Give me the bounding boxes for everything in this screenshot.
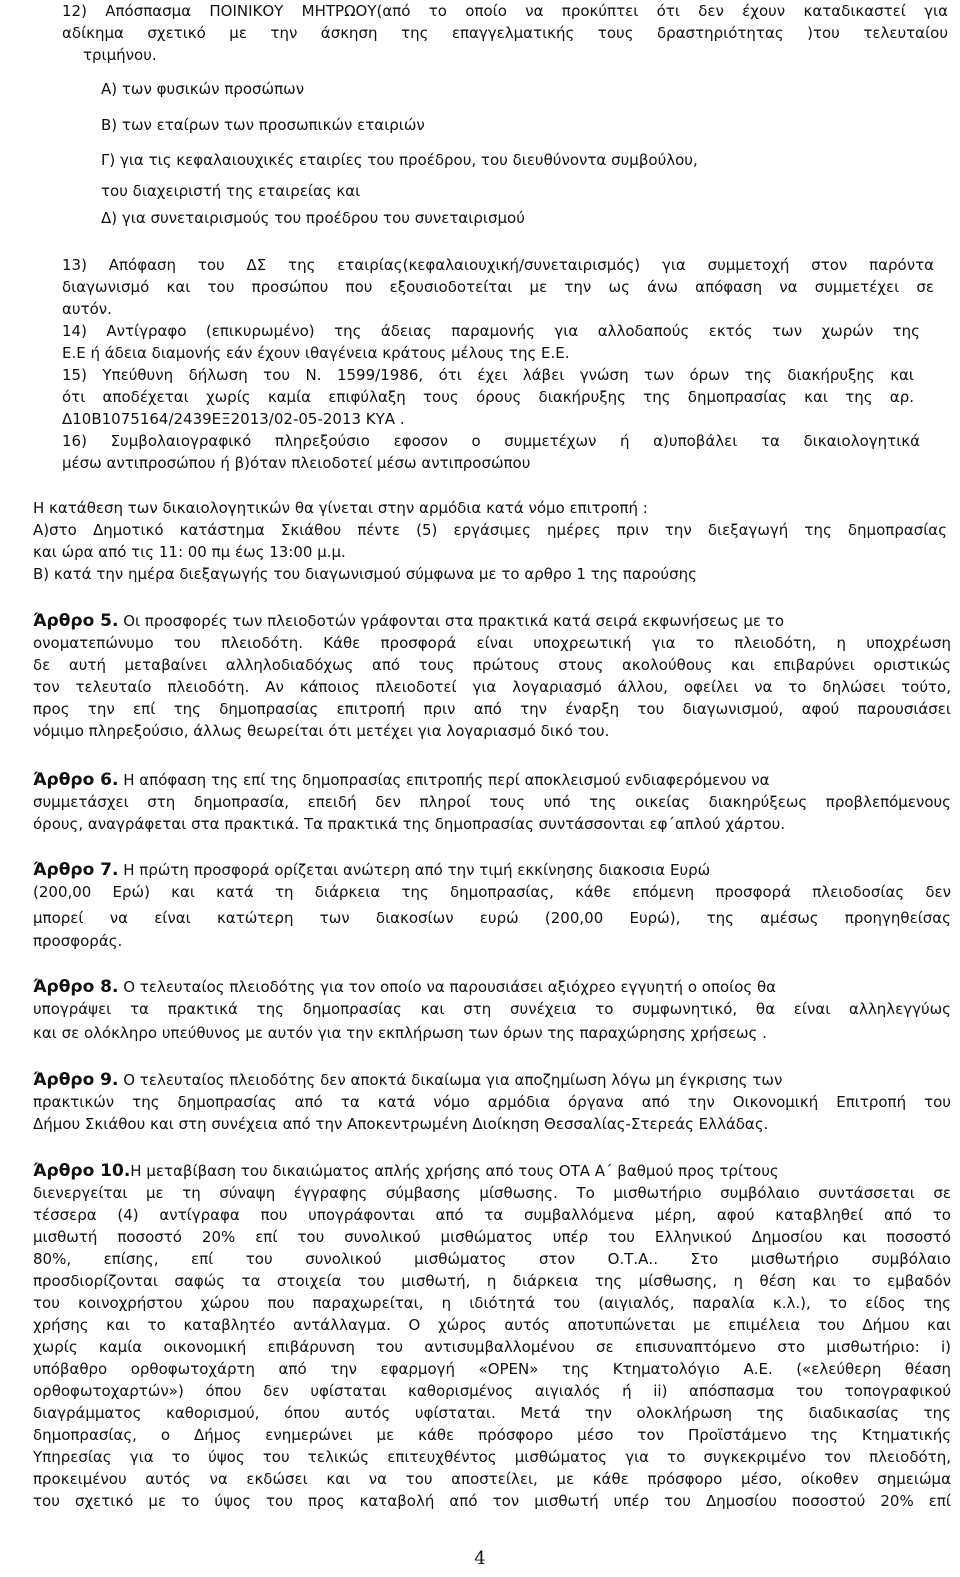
article-8-title: Άρθρο 8.	[33, 977, 119, 997]
article-10-line-14: Υπηρεσίας για το ύψος του τελικώς επιτευχθέντος μισθώματος για το συγκεκριμένο τον πλειοδότη,	[33, 1448, 951, 1466]
item-12-line-1: 12) Απόσπασμα ΠΟΙΝΙΚΟΥ ΜΗΤΡΩΟΥ(από το οποίο να προκύπτει ότι δεν έχουν καταδικαστεί για	[62, 2, 948, 20]
article-10-line-10: υπόβαθρο ορθοφωτοχάρτη από την εφαρμογή «OPEN» της Κτηματολόγιο Α.Ε. («ελεύθερη θέαση	[33, 1360, 951, 1378]
submission-line-2: Α)στο Δημοτικό κατάστημα Σκιάθου πέντε (5) εργάσιμες ημέρες πριν την διεξαγωγή της δημοπρασίας	[33, 521, 947, 539]
article-6-line-2: συμμετάσχει στη δημοπρασία, επειδή δεν πληροί τους υπό της οικείας διακηρύξεως προβλεπόμενους	[33, 793, 951, 811]
item-13-line-1: 13) Απόφαση του ΔΣ της εταιρίας(κεφαλαιουχική/συνεταιρισμός) για συμμετοχή στον παρόντα	[62, 256, 934, 274]
item-12-line-3: τριμήνου.	[83, 46, 157, 64]
article-10-line-7: του κοινοχρήστου χώρου που παραχωρείται, η ιδιότητά του (αιγιαλός, παραλία κ.λ.), το είδος της	[33, 1294, 951, 1312]
article-10-line-6: προσδιορίζονται σαφώς τα στοιχεία του μισθωτή, η διάρκεια της μίσθωσης, η θέση και το εμβαδόν	[33, 1272, 951, 1290]
article-6-line-3: όρους, αναγράφεται στα πρακτικά. Τα πρακτικά της δημοπρασίας συντάσσονται εφ΄απλού χάρτου.	[33, 815, 786, 833]
article-5-first-line	[33, 610, 784, 632]
submission-line-1: Η κατάθεση των δικαιολογητικών θα γίνεται στην αρμόδια κατά νόμο επιτροπή :	[33, 499, 648, 517]
article-5-line-5: προς την επί της δημοπρασίας επιτροπή πριν από την έναρξη του διαγωνισμού, αφού παρουσιάσει	[33, 700, 951, 718]
item-15-line-2: ότι αποδέχεται χωρίς καμία επιφύλαξη τους όρους διακήρυξης της δημοπρασίας και της αρ.	[62, 388, 914, 406]
article-7-line-2: (200,00 Ερώ) και κατά τη διάρκεια της δημοπρασίας, κάθε επόμενη προσφορά πλειοδοσίας δεν	[33, 883, 951, 901]
article-10-line-12: διαγράμματος καθορισμού, όπου αυτός υφίσταται. Μετά την ολοκλήρωση της διαδικασίας της	[33, 1404, 951, 1422]
article-10-line-16: του σχετικό με το ύψος του προς καταβολή από τον μισθωτή υπέρ του Δημοσίου ποσοστού 20% επί	[33, 1492, 951, 1510]
article-10-line-11: ορθοφωτοχαρτών») όπου δεν υφίσταται καθορισμένος αιγιαλός ή ii) απόσπασμα του τοπογραφικού	[33, 1382, 951, 1400]
article-10-line-5: 80%, επίσης, επί του συνολικού μισθώματος στον Ο.Τ.Α.. Στο μισθωτήριο συμβόλαιο	[33, 1250, 951, 1268]
article-10-line-4: μισθωτή ποσοστό 20% επί του συνολικού μισθώματος υπέρ του Ελληνικού Δημοσίου και ποσοστό	[33, 1228, 951, 1246]
article-10-first-line	[33, 1160, 779, 1182]
item-12-d: Δ) για συνεταιρισμούς του προέδρου του συνεταιρισμού	[101, 209, 525, 227]
article-7-line-1: Η πρώτη προσφορά ορίζεται ανώτερη από την τιμή εκκίνησης διακοσια Ευρώ	[118, 861, 711, 879]
article-7-line-4: προσφοράς.	[33, 932, 123, 950]
article-10-line-1: Η μεταβίβαση του δικαιώματος απλής χρήσης από τους ΟΤΑ Α΄ βαθμού προς τρίτους	[130, 1162, 779, 1180]
article-7-title: Άρθρο 7.	[33, 860, 119, 880]
article-10-line-3: τέσσερα (4) αντίγραφα που υπογράφονται από τα συμβαλλόμενα μέρη, αφού καταβληθεί από το	[33, 1206, 951, 1224]
item-12-a: Α) των φυσικών προσώπων	[101, 80, 305, 98]
item-14-line-1: 14) Αντίγραφο (επικυρωμένο) της άδειας παραμονής για αλλοδαπούς εκτός των χωρών της	[62, 322, 920, 340]
item-12-c2: του διαχειριστή της εταιρείας και	[101, 182, 361, 200]
article-9-line-1: Ο τελευταίος πλειοδότης δεν αποκτά δικαίωμα για αποζημίωση λόγω μη έγκρισης των	[118, 1071, 783, 1089]
article-8-line-2: υπογράψει τα πρακτικά της δημοπρασίας και στη συνέχεια το συμφωνητικό, θα είναι αλληλεγγύως	[33, 1000, 951, 1018]
article-9-first-line	[33, 1069, 782, 1091]
article-6-line-1: Η απόφαση της επί της δημοπρασίας επιτροπής περί αποκλεισμού ενδιαφερόμενου να	[118, 771, 770, 789]
article-5-line-3: δε αυτή μεταβαίνει αλληλοδιαδόχως από τους πρώτους στους ακολούθους και επιβαρύνει οριστικώς	[33, 656, 951, 674]
article-10-line-9: χωρίς καμία οικονομική επιβάρυνση του αντισυμβαλλομένου σε επισυναπτόμενο στο μισθωτήριο: i)	[33, 1338, 951, 1356]
item-12-b: Β) των εταίρων των προσωπικών εταιριών	[101, 116, 425, 134]
article-10-line-15: προκειμένου αυτός να εκδώσει και να του αποστείλει, με κάθε πρόσφορο μέσο, οίκοθεν σημειώμα	[33, 1470, 951, 1488]
submission-line-3: και ώρα από τις 11: 00 πμ έως 13:00 μ.μ.	[33, 543, 346, 561]
item-14-line-2: Ε.Ε ή άδεια διαμονής εάν έχουν ιθαγένεια κράτους μέλους της Ε.Ε.	[62, 344, 570, 362]
article-10-line-13: δημοπρασίας, ο Δήμος ενημερώνει με κάθε πρόσφορο μέσο τον Προϊστάμενο της Κτηματικής	[33, 1426, 951, 1444]
article-10-line-2: διενεργείται με τη σύναψη έγγραφης σύμβασης μίσθωσης. Το μισθωτήριο συμβόλαιο συντάσσεται σε	[33, 1184, 951, 1202]
submission-line-4: Β) κατά την ημέρα διεξαγωγής του διαγωνισμού σύμφωνα με το αρθρο 1 της παρούσης	[33, 565, 697, 583]
item-12-line-2: αδίκημα σχετικό με την άσκηση της επαγγελματικής τους δραστηριότητας )του τελευταίου	[62, 24, 948, 42]
item-16-line-1: 16) Συμβολαιογραφικό πληρεξούσιο εφοσον ο συμμετέχων ή α)υποβάλει τα δικαιολογητικά	[62, 432, 920, 450]
article-8-line-1: Ο τελευταίος πλειοδότης για τον οποίο να παρουσιάσει αξιόχρεο εγγυητή ο οποίος θα	[118, 978, 777, 996]
article-10-title: Άρθρο 10.	[33, 1161, 131, 1181]
item-12-c: Γ) για τις κεφαλαιουχικές εταιρίες του προέδρου, του διευθύνοντα συμβούλου,	[101, 151, 698, 169]
article-9-title: Άρθρο 9.	[33, 1070, 119, 1090]
item-13-line-3: αυτόν.	[62, 300, 112, 318]
article-5-title: Άρθρο 5.	[33, 611, 119, 631]
article-8-line-3: και σε ολόκληρο υπεύθυνος με αυτόν για την εκπλήρωση των όρων της παραχώρησης χρήσεως .	[33, 1024, 767, 1042]
article-6-title: Άρθρο 6.	[33, 770, 119, 790]
article-5-line-4: τον τελευταίο πλειοδότη. Αν κάποιος πλειοδοτεί για λογαριασμό άλλου, οφείλει να το δηλώσει τούτο,	[33, 678, 951, 696]
article-5-line-1: Οι προσφορές των πλειοδοτών γράφονται στα πρακτικά κατά σειρά εκφωνήσεως με το	[118, 612, 785, 630]
item-13-line-2: διαγωνισμό και του προσώπου που εξουσιοδοτείται με την ως άνω απόφαση να συμμετέχει σε	[62, 278, 934, 296]
article-5-line-6: νόμιμο πληρεξούσιο, άλλως θεωρείται ότι μετέχει για λογαριασμό δικό του.	[33, 722, 610, 740]
article-8-first-line	[33, 976, 776, 998]
article-9-line-2: πρακτικών της δημοπρασίας από τα κατά νόμο αρμόδια όργανα από την Οικονομική Επιτροπή του	[33, 1093, 951, 1111]
article-7-first-line	[33, 859, 710, 881]
item-15-line-1: 15) Υπεύθυνη δήλωση του Ν. 1599/1986, ότι έχει λάβει γνώση των όρων της διακήρυξης και	[62, 366, 914, 384]
article-9-line-3: Δήμου Σκιάθου και στη συνέχεια από την Αποκεντρωμένη Διοίκηση Θεσσαλίας-Στερεάς Ελλάδας.	[33, 1115, 769, 1133]
article-5-line-2: ονοματεπώνυμο του πλειοδότη. Κάθε προσφορά είναι υποχρεωτική για το πλειοδότη, η υποχρέωση	[33, 634, 951, 652]
article-10-line-8: χρήσης και το καταβλητέο αντάλλαγμα. Ο χώρος αυτός αποτυπώνεται με επιμέλεια του Δήμου και	[33, 1316, 951, 1334]
article-7-line-3: μπορεί να είναι κατώτερη των διακοσίων ευρώ (200,00 Ευρώ), της αμέσως προηγηθείσας	[33, 909, 951, 927]
article-6-first-line	[33, 769, 770, 791]
item-16-line-2: μέσω αντιπροσώπου ή β)όταν πλειοδοτεί μέσω αντιπροσώπου	[62, 454, 531, 472]
page-number: 4	[474, 1548, 486, 1569]
item-15-line-3: Δ10Β1075164/2439ΕΞ2013/02-05-2013 ΚΥΑ .	[62, 410, 405, 428]
